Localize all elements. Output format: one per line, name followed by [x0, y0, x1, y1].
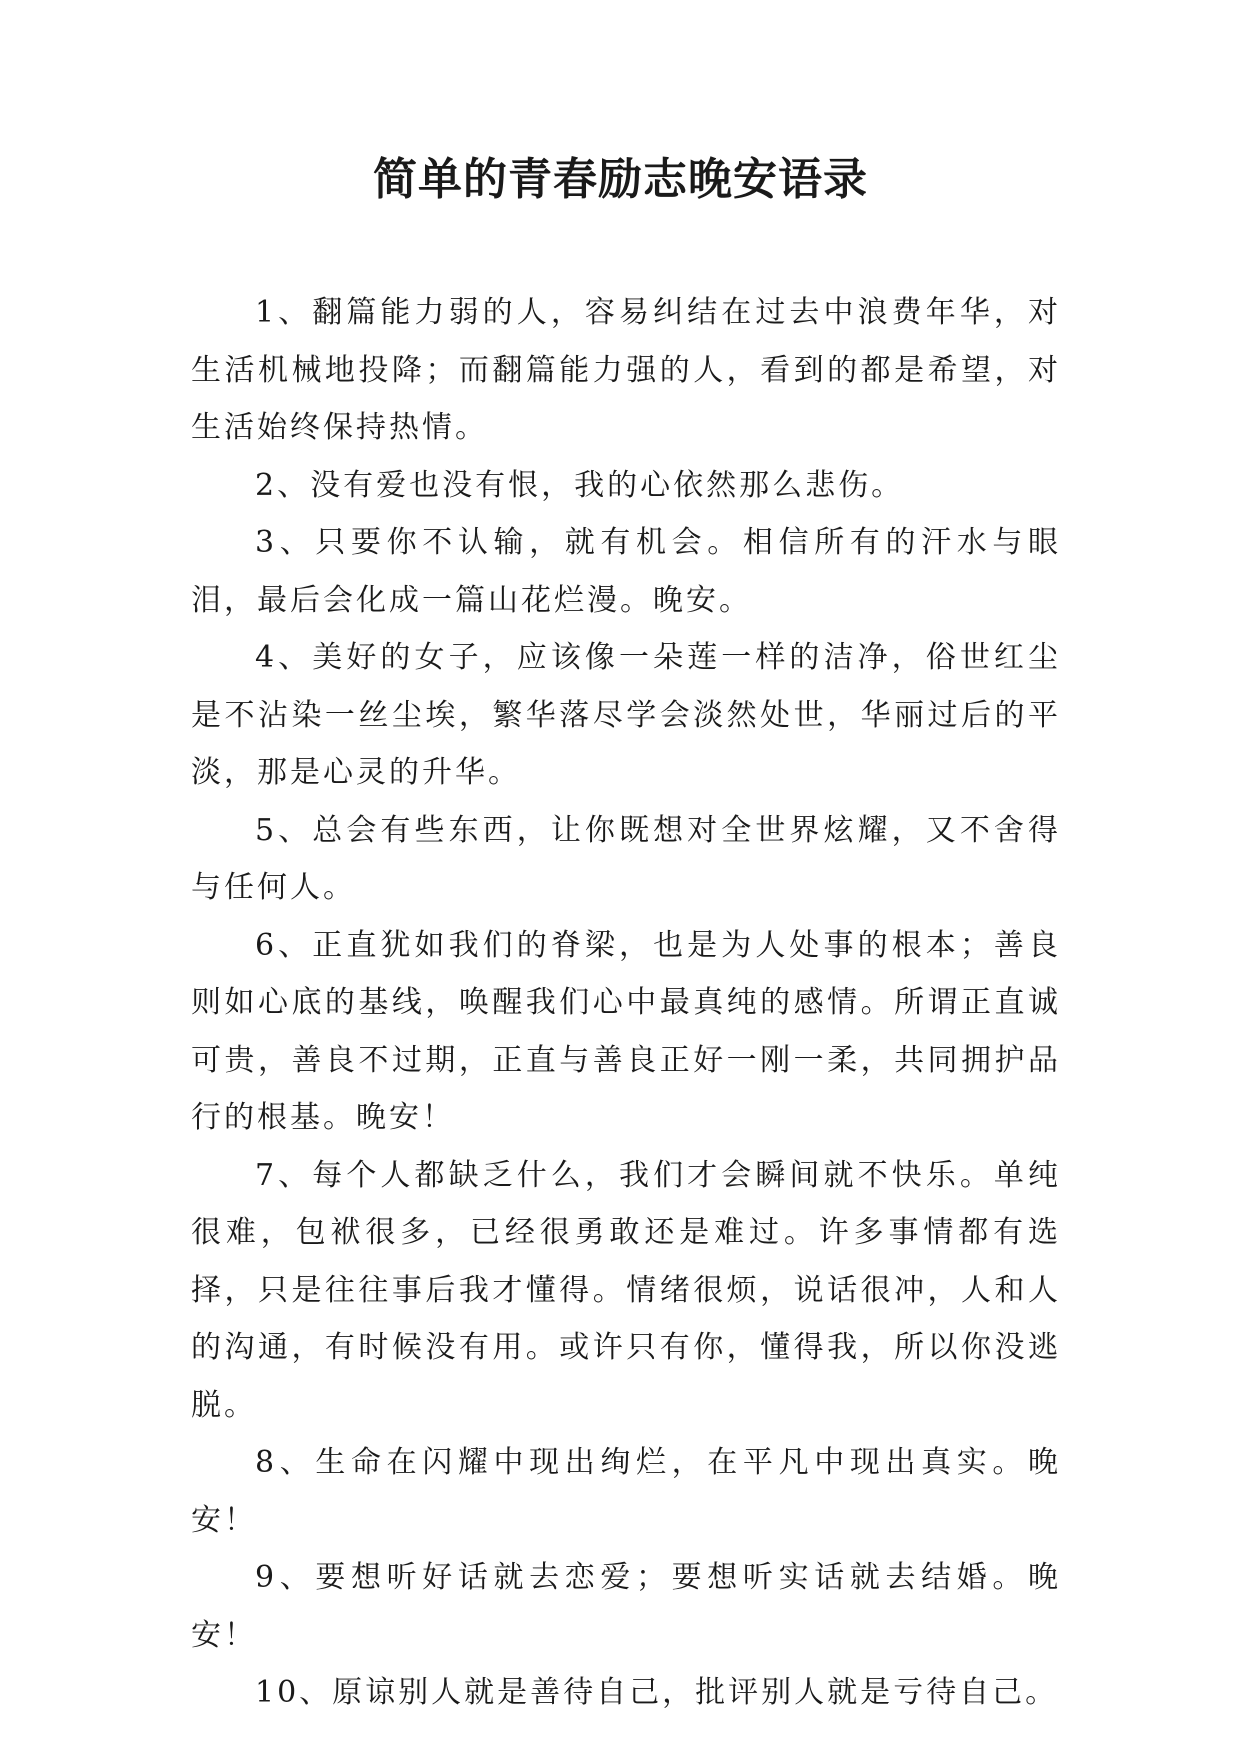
quote-paragraph-10: 10、原谅别人就是善待自己，批评别人就是亏待自己。 [255, 1675, 1059, 1710]
quote-paragraph-4: 4、美好的女子，应该像一朵莲一样的洁净，俗世红尘是不沾染一丝尘埃，繁华落尽学会淡然处世，华丽过后的平淡，那是心灵的升华。 [191, 640, 1061, 790]
quote-paragraph-1: 1、翻篇能力弱的人，容易纠结在过去中浪费年华，对生活机械地投降；而翻篇能力强的人，看到的都是希望，对生活始终保持热情。 [191, 295, 1061, 445]
quote-paragraph-7: 7、每个人都缺乏什么，我们才会瞬间就不快乐。单纯很难，包袱很多，已经很勇敢还是难过。许多事情都有选择，只是往往事后我才懂得。情绪很烦，说话很冲，人和人的沟通，有时候没有用。或许只有你，懂得我，所以你没逃脱。 [191, 1157, 1061, 1423]
document-body [191, 284, 1061, 1722]
quote-paragraph-6: 6、正直犹如我们的脊梁，也是为人处事的根本；善良则如心底的基线，唤醒我们心中最真纯的感情。所谓正直诚可贵，善良不过期，正直与善良正好一刚一柔，共同拥护品行的根基。晚安！ [191, 927, 1061, 1135]
quote-paragraph-5: 5、总会有些东西，让你既想对全世界炫耀，又不舍得与任何人。 [191, 812, 1061, 905]
quote-paragraph-8: 8、生命在闪耀中现出绚烂，在平凡中现出真实。晚安！ [191, 1445, 1061, 1538]
quote-paragraph-3: 3、只要你不认输，就有机会。相信所有的汗水与眼泪，最后会化成一篇山花烂漫。晚安。 [191, 525, 1061, 618]
quote-paragraph-9: 9、要想听好话就去恋爱；要想听实话就去结婚。晚安！ [191, 1560, 1061, 1653]
quote-paragraph-2: 2、没有爱也没有恨，我的心依然那么悲伤。 [255, 467, 905, 503]
document-title: 简单的青春励志晚安语录 [373, 154, 868, 205]
